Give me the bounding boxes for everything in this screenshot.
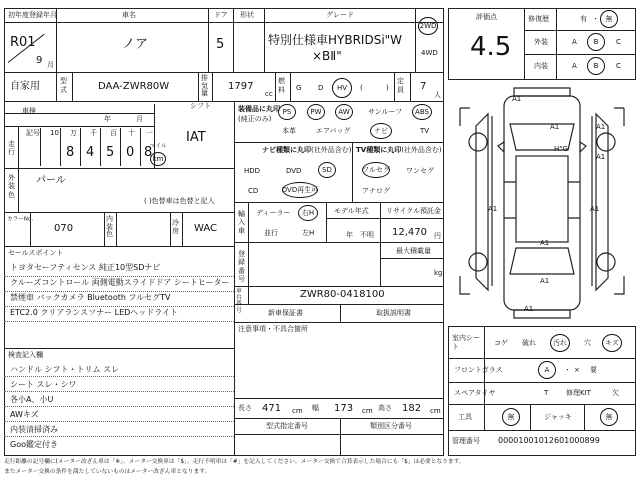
diag-mark-8: A1 [540,277,550,285]
score-value: 4.5 [470,32,512,62]
mileage-digit-1: 8 [66,145,75,160]
mileage-place-sen: 千 [90,129,97,137]
fuel-label: 燃料 [278,77,285,95]
mgmt-value: 0000100101260100089​9 [498,436,600,445]
note-1: ハンドル シフト・トリム スレ [10,365,120,374]
reg-no-label: 登録番号 [238,250,245,284]
model-year-label: モデル年式 [334,207,369,215]
equip-abs-circle: ABS [412,104,432,120]
tv-label: TV種類に丸印(社外品含む) [356,146,442,154]
repair-label: 修復歴 [528,15,549,23]
navi-label: ナビ種類に丸印(社外品含む) [262,146,352,154]
inspection-label: 車検 [22,107,36,115]
chassis-label: 車台番号 [236,287,242,314]
room-yogore-circle: 汚れ [550,334,570,352]
spare-none: 欠 [612,389,619,397]
fuel-d: D [318,84,324,92]
repair-sep: ・ [592,15,599,23]
spare-kit: 修理KIT [566,389,591,397]
reg-month-unit: 月 [47,61,54,69]
diag-mark-2: A1 [550,123,560,131]
type-no-label: 型式指定番号 [266,422,308,430]
mileage-digit-2: 4 [86,145,95,160]
ext-grade-c: C [616,38,621,46]
caution-label: 注意事項・不具合箇所 [238,325,308,333]
width-value: 173 [334,403,354,414]
inspection-year: 年 [104,115,111,123]
sales-point-3: 禁煙車 バックカメラ Bluetooth フルセグTV [10,293,171,302]
inspector-notes-label: 検査記入欄 [8,351,43,359]
katashiki-value: DAA-ZWR80W [98,81,170,92]
katashiki-label: 型式 [60,77,67,95]
note-3: 各小A、小U [10,395,54,404]
capacity-value: 7 [420,81,427,92]
footer-line-1: 走行距離の記号欄に(メーター改ざん車は「※」、メーター交換車は「$」、走行不明車は「#」を記入してください。メーター交換で合算表示した場合にも「$」は必要となります。 [4,458,465,465]
import-dealer: ディーラー [256,209,291,217]
int-grade-b-circle: B [587,57,605,75]
note-5: 内装清掃済み [10,425,58,434]
capacity-unit: 人 [434,91,441,99]
import-label: 輸入車 [238,210,245,235]
diag-mark-7: A1 [540,239,550,247]
room-koge: コゲ [494,339,508,347]
ext-grade-b-circle: B [587,33,605,51]
interior-color-label: 内装色 [106,215,113,239]
mileage-digit-4: 0 [126,145,135,160]
drive-4wd: 4WD [421,49,438,57]
grade-line2: ×BⅡ" [312,49,342,63]
fuel-paren-close: ) [386,84,389,92]
displacement-label: 排気量 [201,74,208,98]
diag-mark-3: A1 [596,123,606,131]
windshield-x: × [574,366,580,374]
fuel-hv-circle: HV [332,78,352,98]
ext-color-note: ( )色替車は色替と記入 [144,197,215,205]
sales-point-2: クルーズコントロール 両側電動スライドドア シートヒーター [10,278,230,287]
color-no-label: カラーNo. [7,215,34,223]
load-unit: kg [434,269,443,277]
capacity-label: 定員 [397,77,404,95]
recycle-unit: 円 [434,232,441,240]
diag-mark-hg: H"G [554,145,568,153]
equip-aw-circle: AW [335,104,353,120]
sales-point-4: ETC2.0 クリアランスソナー LEDヘッドライト [10,308,179,317]
fuel-g: G [296,84,302,92]
jack-label: ジャッキ [544,413,572,421]
note-6: Goo鑑定付き [10,440,58,449]
mileage-place-hyaku: 百 [110,129,117,137]
repair-yes: 有 [580,15,587,23]
mileage-record-label: 記号 [26,129,40,137]
score-label: 評価点 [476,13,497,21]
repair-no-circle: 無 [600,10,618,28]
shift-label: シフト [190,102,211,110]
color-no-value: 070 [54,223,74,234]
model-year-unit: 年 [346,231,353,239]
sales-points-label: セールスポイント [8,249,64,257]
ext-color-label: 外装色 [8,174,15,199]
tv-analog: アナログ [362,187,390,195]
shape-label: 形状 [240,11,254,19]
import-left: 左H [302,229,315,237]
navi-dvd-play-circle: DVD再生可 [282,182,318,198]
room-yabure: 破れ [522,339,536,347]
ext-grade-a: A [572,38,577,46]
cooler-value: WAC [194,223,217,234]
footer-line-2: またメーター交換の条件を満たしていないものはメーター改ざん車となります。 [4,468,211,475]
displacement-unit: cc [265,90,273,98]
note-4: AWキズ [10,410,39,419]
model-name-value: ノア [122,37,149,52]
equip-ps-circle: PS [278,104,296,120]
navi-dvd: DVD [286,167,302,175]
spare-t: T [544,389,549,397]
mileage-digit-5: 8 [144,145,153,160]
equip-leather: 本革 [282,127,296,135]
windshield-label: フロントガラス [454,366,503,374]
windshield-a-circle: A [538,361,556,379]
equip-navi-circle: ナビ [370,123,392,139]
width-unit: cm [362,407,373,415]
navi-sd-circle: SD [318,162,336,178]
shift-value: IAT [186,130,206,145]
length-value: 471 [262,403,282,414]
reg-year: R01 [10,35,36,50]
use-value: 自家用 [10,81,40,92]
reg-label: 初年度登録年月 [8,11,57,19]
tools-none-circle: 無 [502,408,520,426]
mileage-km-circle: km [150,152,166,166]
cooler-label: 冷房 [172,219,179,236]
doors-value: 5 [216,37,225,52]
navi-cd: CD [248,187,259,195]
import-parallel: 並行 [264,229,278,237]
room-sheet-label: 室内シート [452,334,480,352]
int-grade-c: C [616,62,621,70]
drive-2wd-circle: 2WD [418,17,438,35]
model-year-unknown: 不明 [360,231,374,239]
displacement-value: 1797 [228,81,254,92]
windshield-mid: ・ [564,366,571,374]
room-kizu-circle: キズ [602,334,622,352]
diag-mark-9: A1 [524,305,534,313]
manual-label: 取扱説明書 [376,309,411,317]
windshield-req: 要 [590,366,597,374]
import-right-circle: 右H [298,205,318,221]
class-no-label: 類別区分番号 [370,422,412,430]
diag-mark-4: A1 [596,153,606,161]
tv-oneseg: ワンセグ [406,167,434,175]
recycle-value: 12,470 [392,227,427,238]
length-label: 長さ [238,404,252,412]
height-value: 182 [402,403,422,414]
width-label: 幅 [312,404,319,412]
load-label: 最大積載量 [396,247,431,255]
mileage-place-juu: 十 [128,129,135,137]
length-unit: cm [292,407,303,415]
room-ana: 穴 [584,339,591,347]
model-name-label: 車名 [122,11,136,19]
height-label: 高さ [378,404,392,412]
diag-mark-5: A1 [488,205,498,213]
jack-none-circle: 無 [600,408,618,426]
mileage-place-man: 万 [70,129,77,137]
chassis-value: ZWR80-0418100 [300,289,385,300]
mileage-digit-3: 5 [106,145,115,160]
equip-pw-circle: PW [307,104,325,120]
equipment-label: 装備品に丸印 [238,105,280,113]
spare-label: スペアタイヤ [454,389,496,397]
diag-mark-1: A1 [512,95,522,103]
recycle-label: リサイクル預託金 [386,207,442,215]
height-unit: cm [430,407,441,415]
note-2: シート スレ・シワ [10,380,77,389]
mileage-label: 走行 [8,140,15,157]
int-grade-a: A [572,62,577,70]
tools-label: 工具 [458,413,472,421]
reg-month: 9 [36,55,43,66]
mileage-place-ichi: 一 [146,129,153,137]
mgmt-label: 管理番号 [452,437,480,445]
equip-tv: TV [420,127,430,135]
fuel-paren-open: ( [360,84,363,92]
mileage-place-10: 10 [50,129,59,137]
grade-label: グレード [326,11,354,19]
warranty-label: 新車保証書 [268,309,303,317]
diag-mark-6: A1 [590,205,600,213]
ext-color-value: パール [36,175,66,186]
sales-point-1: トヨタセーフティセンス 純正10型SDナビ [10,263,161,272]
equip-airbag: エアバッグ [316,127,351,135]
doors-label: ドア [214,11,228,19]
equipment-sublabel: (純正のみ) [238,115,272,123]
navi-hdd: HDD [244,167,261,175]
int-grade-label: 内装 [534,62,548,70]
ext-grade-label: 外装 [534,38,548,46]
tv-fullseg-circle: フルセグ [362,162,390,178]
inspection-month: 月 [136,115,143,123]
grade-line1: 特別仕様車HYBRIDSi"W [268,33,403,47]
equip-sunroof: サンルーフ [368,108,403,116]
mileage-unit-mile: マイル [150,142,167,150]
